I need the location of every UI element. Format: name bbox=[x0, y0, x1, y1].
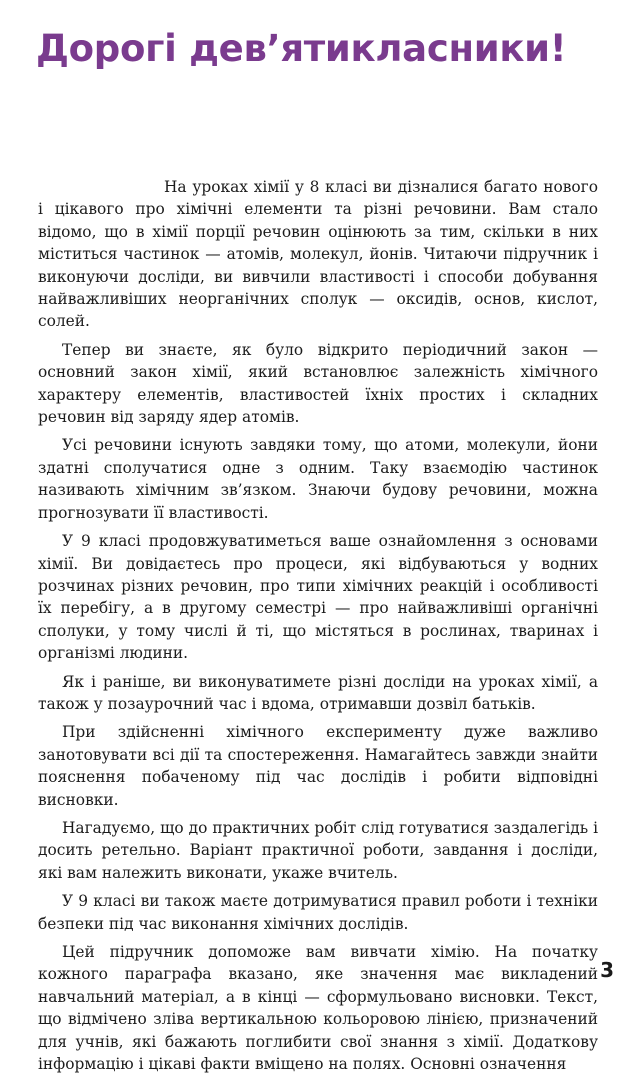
paragraph-2: Тепер ви знаєте, як було відкрито періодичний закон — основний закон хімії, який встановлює залежність хімічного характеру елементів, властивостей їхніх простих і складних речовин від заряду ядер атомів. bbox=[38, 340, 598, 427]
paragraph-5: Як і раніше, ви виконуватимете різні досліди на уроках хімії, а також у позаурочний час і вдома, отримавши дозвіл батьків. bbox=[38, 672, 598, 713]
paragraph-1: На уроках хімії у 8 класі ви дізналися багато нового і цікавого про хімічні елементи та різні речовини. Вам стало відомо, що в хімії порції речовин оцінюють за тим, скільки в них міститься частинок — атомів, молекул, йонів. Читаючи підручник і виконуючи досліди, ви вивчили властивості і способи добування найважливіших неорганічних сполук — оксидів, основ, кислот, солей. bbox=[38, 178, 598, 331]
page-number: 3 bbox=[600, 958, 614, 982]
paragraph-6: При здійсненні хімічного експерименту дуже важливо занотовувати всі дії та спостереження. Намагайтесь завжди знайти пояснення побаченому під час дослідів і робити відповідні висновки. bbox=[38, 723, 598, 809]
paragraph-3: Усі речовини існують завдяки тому, що атоми, молекули, йони здатні сполучатися одне з одним. Таку взаємодію частинок називають хімічним зв’язком. Знаючи будову речовини, можна прогнозувати її властивості. bbox=[38, 436, 598, 522]
paragraph-9: Цей підручник допоможе вам вивчати хімію. На початку кожного параграфа вказано, яке значення має викладений навчальний матеріал, а в кінці — сформульовано висновки. Текст, що відмічено зліва вертикальною кольоровою лінією, призначений для учнів, які бажають поглибити свої знання з хімії. Додаткову інформацію і цікаві факти вміщено на полях. Основні означення bbox=[38, 943, 598, 1074]
body-text bbox=[38, 176, 598, 1075]
paragraph-4: У 9 класі продовжуватиметься ваше ознайомлення з основами хімії. Ви довідаєтесь про процеси, які відбуваються у водних розчинах різних речовин, про типи хімічних реакцій і особливості їх перебігу, а в другому семестрі — про найважливіші органічні сполуки, у тому числі й ті, що містяться в рослинах, тваринах і організмі людини. bbox=[38, 532, 598, 663]
paragraph-8: У 9 класі ви також маєте дотримуватися правил роботи і техніки безпеки під час виконання хімічних дослідів. bbox=[38, 892, 598, 933]
paragraph-7: Нагадуємо, що до практичних робіт слід готуватися заздалегідь і досить ретельно. Варіант практичної роботи, завдання і досліди, які вам належить виконати, укаже вчитель. bbox=[38, 818, 598, 882]
page-title: Дорогі дев’ятикласники! bbox=[36, 27, 567, 70]
